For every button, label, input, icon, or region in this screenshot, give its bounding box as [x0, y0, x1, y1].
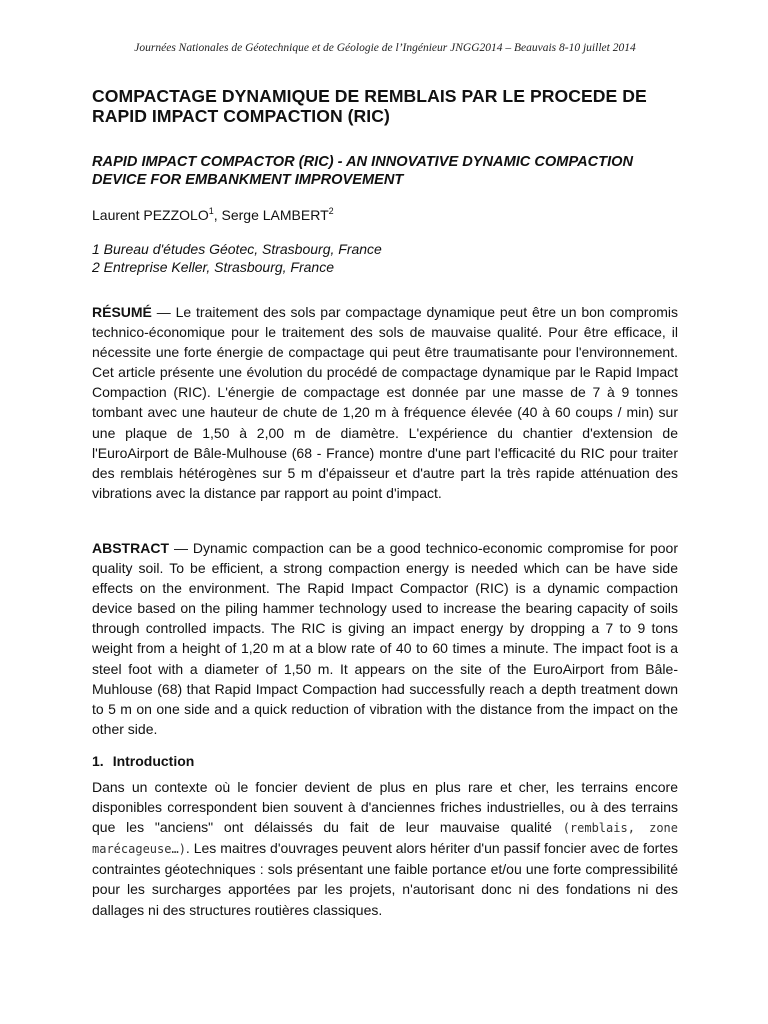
resume-dash: — [151, 304, 176, 320]
intro-text-part: . Les maitres d'ouvrages peuvent alors hériter d'un passif foncier avec de fortes contraintes géotechniques : sols présentant une faible portance et/ou une forte compressibilité pour les surcharges apportées par les projets, n'autorisant donc ni des fondations ni des dallages ni des structures routières classiques. [92, 840, 678, 918]
resume-paragraph [92, 302, 678, 503]
affiliation-line: 2 Entreprise Keller, Strasbourg, France [92, 259, 335, 275]
author-affiliation-mark: 1 [208, 206, 214, 216]
intro-text-part: Dans un contexte où le foncier devient de plus en plus rare et cher, les terrains encore disponibles correspondent bien souvent à d'anciennes friches industrielles, ou à des terrains que les "anciens" ont délaissés du fait de leur mauvaise qualité [92, 779, 678, 836]
affiliation-line: 1 Bureau d'études Géotec, Strasbourg, France [92, 241, 382, 257]
author-name: Laurent PEZZOLO [92, 207, 209, 223]
abstract-dash: — [169, 540, 193, 556]
resume-label: RÉSUMÉ [92, 304, 152, 320]
section-number: 1. [92, 753, 104, 769]
intro-text-mono-part: (remblais, zone marécageuse…) [92, 821, 678, 857]
resume-text: Le traitement des sols par compactage dynamique peut être un bon compromis technico-économique pour le traitement des sols de mauvaise qualité. Pour être efficace, il nécessite une forte énergie de compactage qui peut être traumatisante pour l'environnement. Cet article présente une évolution du procédé de compactage dynamique par le Rapid Impact Compaction (RIC). L'énergie de compactage est donnée par une masse de 7 à 9 tonnes tombant avec une hauteur de chute de 1,20 m à fréquence élevée (40 à 60 coups / min) sur une plaque de 1,50 à 2,00 m de diamètre. L'expérience du chantier d'extension de l'EuroAirport de Bâle-Mulhouse (68 - France) montre d'une part l'efficacité du RIC pour traiter des remblais hétérogènes sur 5 m d'épaisseur et d'autre part la très rapide atténuation des vibrations avec la distance par rapport au point d'impact. [92, 304, 678, 501]
introduction-paragraph [92, 777, 678, 920]
paper-subtitle: RAPID IMPACT COMPACTOR (RIC) - AN INNOVATIVE DYNAMIC COMPACTION DEVICE FOR EMBANKMENT IMPROVEMENT [92, 154, 634, 188]
section-title: Introduction [112, 753, 195, 769]
abstract-paragraph [92, 538, 678, 739]
abstract-label: ABSTRACT [92, 540, 169, 556]
author-separator: , [213, 207, 222, 223]
abstract-text: Dynamic compaction can be a good technico-economic compromise for poor quality soil. To be efficient, a strong compaction energy is needed which can be have side effects on the environment. The Rapid Impact Compactor (RIC) is a dynamic compaction device based on the piling hammer technology used to increase the bearing capacity of soils through controlled impacts. The RIC is giving an impact energy by dropping a 7 to 9 tons weight from a height of 1,20 m at a blow rate of 40 to 60 times a minute. The impact foot is a steel foot with a diameter of 1,50 m. It appears on the site of the EuroAirport from Bâle-Muhlouse (68) that Rapid Impact Compaction had successfully reach a depth treatment down to 5 m on one side and a quick reduction of vibration with the distance from the impact on the other side. [92, 540, 679, 737]
author-affiliation-mark: 2 [328, 206, 334, 216]
section-heading-introduction [92, 752, 194, 770]
author-line [92, 206, 678, 224]
affiliations [92, 240, 678, 276]
author-name: Serge LAMBERT [221, 207, 329, 223]
running-header: Journées Nationales de Géotechnique et de Géologie de l’Ingénieur JNGG2014 – Beauvais 8-10 juillet 2014 [134, 42, 636, 54]
paper-title: COMPACTAGE DYNAMIQUE DE REMBLAIS PAR LE PROCEDE DE RAPID IMPACT COMPACTION (RIC) [92, 86, 647, 126]
